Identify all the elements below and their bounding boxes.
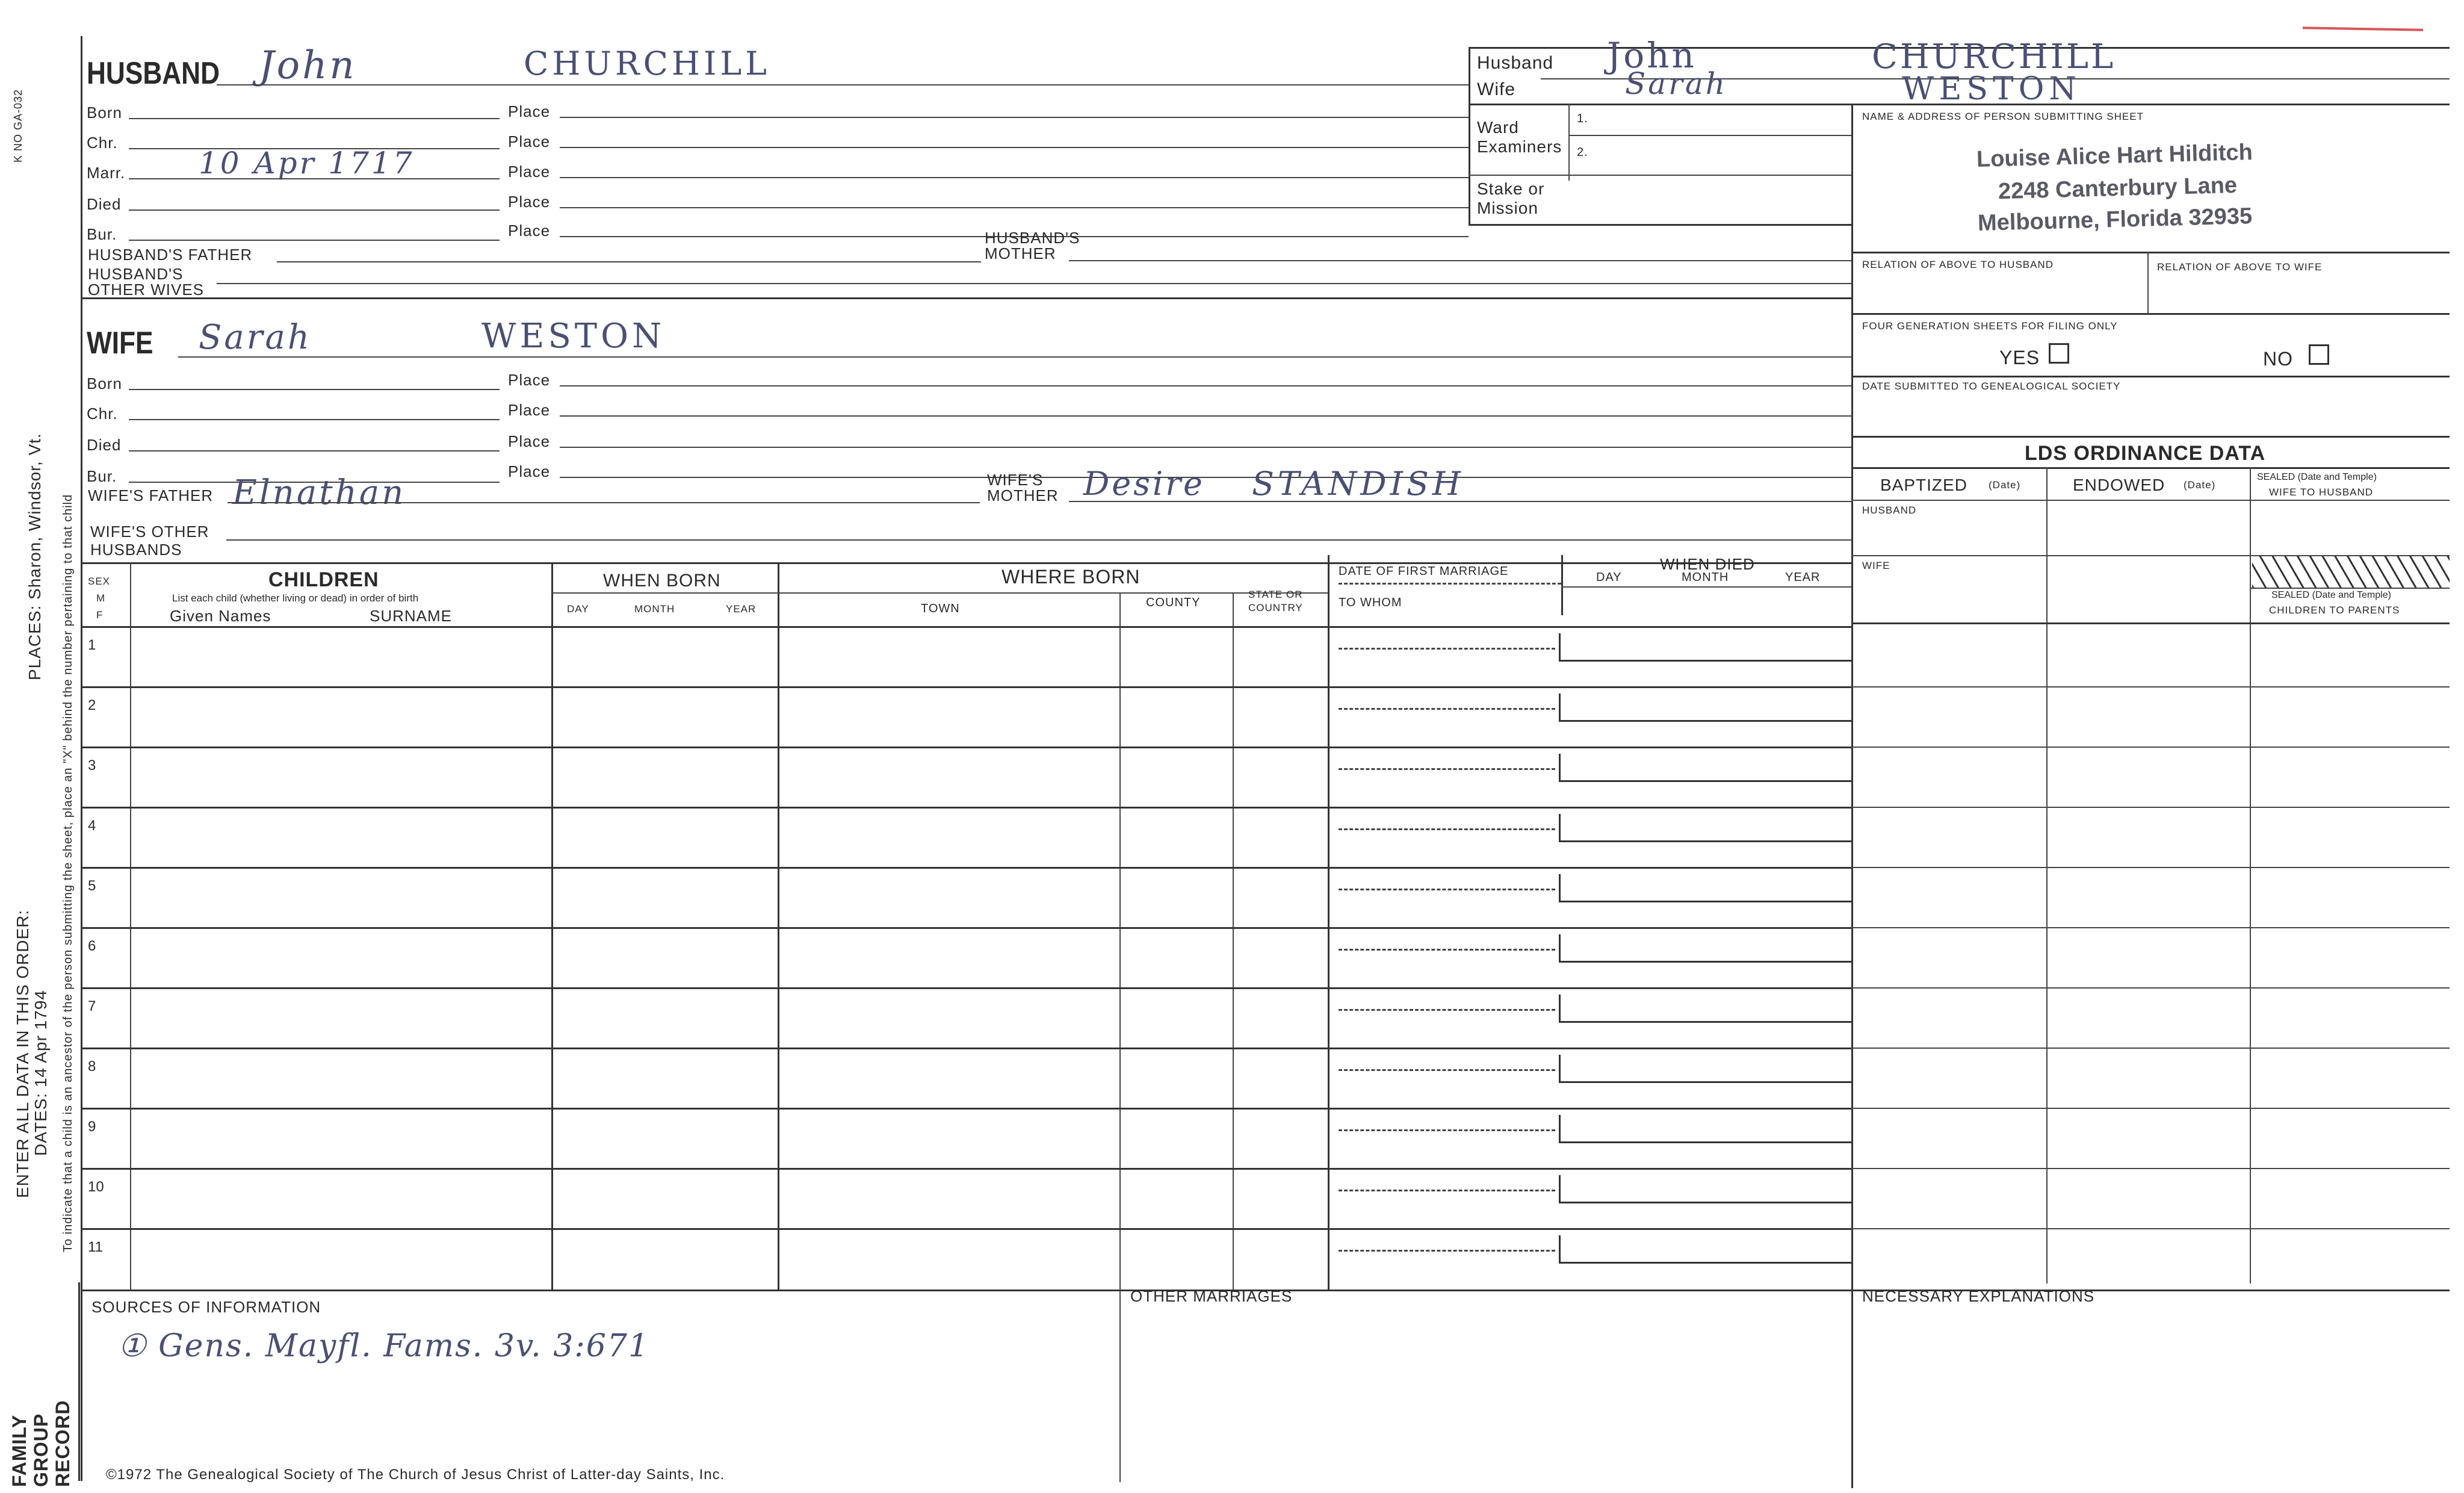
child-row[interactable] [130,1108,1328,1168]
enter-all-instruction: ENTER ALL DATA IN THIS ORDER: [13,909,32,1198]
husband-mother-label-2: MOTHER [985,244,1056,262]
husband-chr-label: Chr. [87,134,118,152]
ward-label-2: Examiners [1477,137,1562,156]
header-wife-first[interactable]: Sarah [1625,66,1727,101]
record-title-3: RECORD [52,1400,73,1487]
examiner-1: 1. [1577,112,1588,125]
wife-chr-place-label: Place [508,401,551,419]
died-year-label: YEAR [1785,571,1821,584]
header-husband-first[interactable]: John [1607,35,1697,76]
header-husband-label: Husband [1477,53,1554,73]
child-row-number: 2 [88,697,96,713]
husband-bur-label: Bur. [87,225,117,243]
county-label: COUNTY [1146,596,1201,609]
husband-surname[interactable]: CHURCHILL [524,45,771,82]
child-row[interactable] [130,1168,1328,1228]
record-title-1: FAMILY [8,1414,30,1487]
husband-first-name[interactable]: John [259,43,357,88]
child-row-number: 9 [88,1119,96,1135]
husband-marr-label: Marr. [87,164,126,182]
child-row-number: 3 [88,757,96,774]
other-marriages-label: OTHER MARRIAGES [1130,1287,1293,1305]
copyright-notice: ©1972 The Genealogical Society of The Church of Jesus Christ of Latter-day Saints, Inc. [106,1467,725,1483]
given-names-label: Given Names [170,607,271,625]
wife-father-name[interactable]: Elnathan [232,473,406,512]
child-row[interactable] [130,626,1328,686]
died-month-label: MONTH [1682,571,1729,584]
lds-baptized: BAPTIZED [1880,476,1967,494]
lds-sealed-2: WIFE TO HUSBAND [2269,486,2374,498]
wife-died-place-label: Place [508,432,551,450]
child-row-number: 6 [88,938,96,954]
yes-label: YES [1999,347,2040,368]
child-row-number: 7 [88,998,96,1014]
relation-husband-label: RELATION OF ABOVE TO HUSBAND [1862,259,2054,270]
when-born-label: WHEN BORN [603,571,721,591]
wife-surname[interactable]: WESTON [481,317,666,356]
child-row[interactable] [130,987,1328,1048]
lds-sealed-children-1: SEALED (Date and Temple) [2271,590,2391,600]
examiner-2: 2. [1577,146,1588,159]
wife-bur-place-label: Place [508,462,551,480]
wife-father-label: WIFE'S FATHER [88,486,214,504]
child-row-number: 1 [88,637,96,653]
submitter-city: Melbourne, Florida 32935 [1977,203,2253,236]
ancestor-instructions: To indicate that a child is an ancestor of the person submitting the sheet, place an "X" behind the number pertaining to that child [61,494,75,1252]
header-wife-label: Wife [1477,79,1515,99]
lds-title: LDS ORDINANCE DATA [2025,442,2266,465]
date-submitted-label: DATE SUBMITTED TO GENEALOGICAL SOCIETY [1862,380,2121,392]
wife-other-husbands-label-1: WIFE'S OTHER [90,523,209,541]
child-row-number: 5 [88,878,96,894]
children-title: CHILDREN [268,568,379,591]
four-gen-label: FOUR GENERATION SHEETS FOR FILING ONLY [1862,320,2118,332]
husband-died-place-label: Place [508,193,551,211]
husband-bur-place-label: Place [508,222,551,240]
where-born-label: WHERE BORN [1001,566,1141,588]
state-label-2: COUNTRY [1248,602,1303,613]
first-marriage-label: DATE OF FIRST MARRIAGE [1339,565,1509,578]
sex-f-label: F [96,609,104,621]
child-row-number: 10 [88,1179,104,1195]
lds-wife: WIFE [1862,560,1890,571]
wife-chr-label: Chr. [87,405,118,423]
submitter-name: Louise Alice Hart Hilditch [1976,140,2253,172]
sex-m-label: M [96,592,106,604]
wife-born-place-label: Place [508,371,551,389]
wife-title: WIFE [87,326,153,361]
state-label-1: STATE OR [1248,589,1303,600]
husband-father-label: HUSBAND'S FATHER [88,246,253,264]
child-row[interactable] [130,867,1328,927]
lds-endowed-date: (Date) [2184,479,2216,491]
no-label: NO [2263,348,2293,370]
sources-value[interactable]: ① Gens. Mayfl. Fams. 3v. 3:671 [118,1328,650,1364]
record-title-2: GROUP [30,1413,52,1487]
child-row[interactable] [130,927,1328,987]
lds-endowed: ENDOWED [2073,476,2165,494]
child-row[interactable] [130,746,1328,807]
submitter-street: 2248 Canterbury Lane [1998,172,2238,205]
husband-born-label: Born [87,104,122,122]
sources-label: SOURCES OF INFORMATION [91,1298,321,1316]
wife-bur-label: Bur. [87,467,117,485]
places-note: PLACES: Sharon, Windsor, Vt. [25,433,44,680]
sex-label: SEX [88,576,111,587]
wife-mother-label-2: MOTHER [987,486,1059,504]
husband-chr-place-label: Place [508,132,551,151]
header-husband-surname[interactable]: CHURCHILL [1872,37,2116,76]
husband-marriage-date[interactable]: 10 Apr 1717 [199,146,415,181]
children-instructions: List each child (whether living or dead) in order of birth [172,592,419,604]
wife-mother-first-name[interactable]: Desire [1083,465,1206,503]
lds-hatched-area [2252,556,2450,588]
header-wife-surname[interactable]: WESTON [1902,71,2081,107]
submitter-label: NAME & ADDRESS OF PERSON SUBMITTING SHEET [1862,111,2144,122]
child-row[interactable] [130,1228,1328,1288]
husband-other-wives-label-2: OTHER WIVES [88,281,205,299]
wife-first-name[interactable]: Sarah [199,318,312,357]
necessary-explanations-label: NECESSARY EXPLANATIONS [1862,1287,2095,1305]
child-row[interactable] [130,807,1328,867]
wife-other-husbands-label-2: HUSBANDS [90,541,182,559]
dates-note: DATES: 14 Apr 1794 [31,990,50,1156]
child-row-number: 8 [88,1058,96,1075]
surname-label: SURNAME [370,607,453,625]
husband-mother-label-1: HUSBAND'S [985,229,1080,247]
lds-husband: HUSBAND [1862,504,1917,516]
husband-born-place-label: Place [508,102,551,120]
husband-other-wives-label-1: HUSBAND'S [88,265,184,283]
ward-label-1: Ward [1477,118,1519,137]
lds-sealed-1: SEALED (Date and Temple) [2257,472,2377,482]
relation-wife-label: RELATION OF ABOVE TO WIFE [2157,261,2323,273]
born-day-label: DAY [567,603,589,615]
wife-born-label: Born [87,374,122,393]
to-whom-label: TO WHOM [1339,596,1402,609]
wife-mother-surname[interactable]: STANDISH [1252,465,1465,503]
born-year-label: YEAR [726,603,757,615]
husband-title: HUSBAND [87,56,220,91]
child-row-number: 4 [88,818,96,834]
died-day-label: DAY [1596,571,1622,584]
born-month-label: MONTH [634,603,675,615]
wife-mother-label-1: WIFE'S [987,471,1044,489]
husband-died-label: Died [87,195,122,213]
child-row[interactable] [130,1048,1328,1108]
lds-sealed-children-2: CHILDREN TO PARENTS [2269,604,2400,616]
yes-checkbox[interactable] [2049,343,2069,364]
town-label: TOWN [921,602,960,615]
stake-label-1: Stake or [1477,179,1545,198]
husband-marr-place-label: Place [508,163,551,181]
red-pencil-mark [2303,26,2423,31]
stake-label-2: Mission [1477,199,1538,217]
when-died-label: WHEN DIED [1660,555,1755,573]
child-row-number: 11 [88,1239,103,1255]
child-row[interactable] [130,686,1328,746]
no-checkbox[interactable] [2309,344,2329,365]
form-number: K NO GA-032 [12,88,24,163]
wife-died-label: Died [87,436,122,454]
lds-baptized-date: (Date) [1989,479,2021,491]
